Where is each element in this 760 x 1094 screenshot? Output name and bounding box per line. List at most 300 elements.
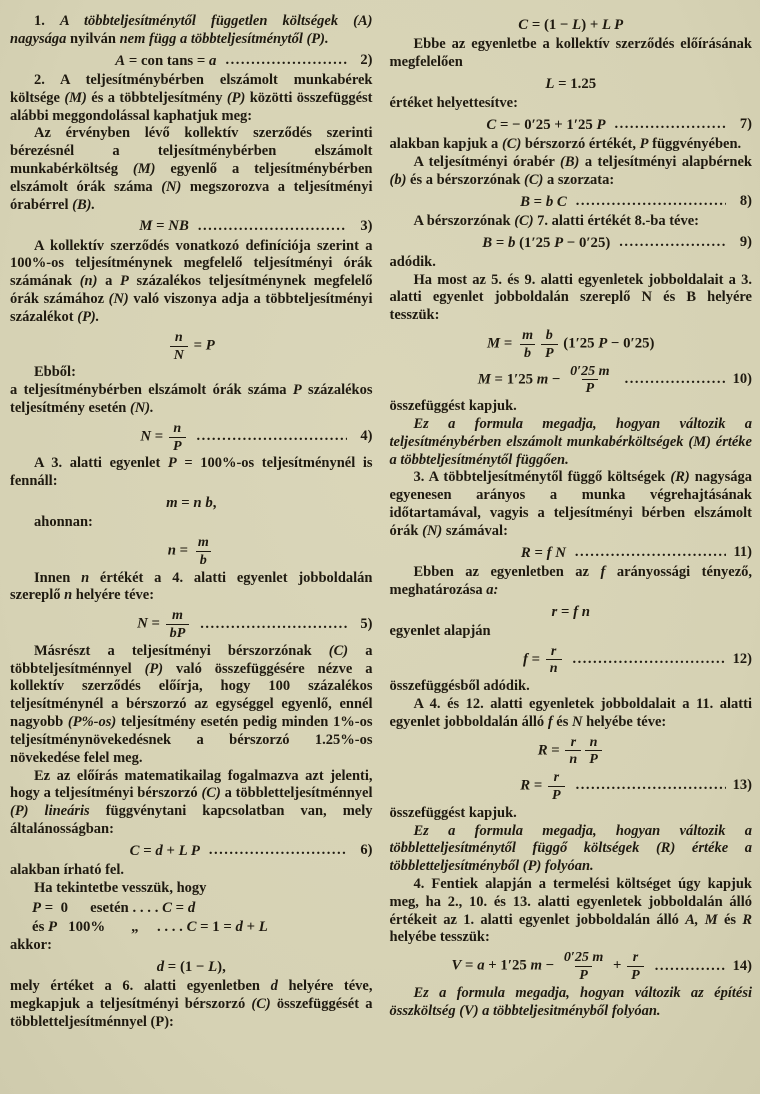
paragraph <box>10 455 373 491</box>
text-segment: (M) <box>64 89 87 106</box>
formula-text: NB <box>168 218 189 235</box>
formula-text: L <box>258 918 268 935</box>
formula-text: C <box>486 116 497 133</box>
formula-text: = <box>151 428 167 445</box>
formula-text: M <box>487 335 501 352</box>
text-segment: Ez a formula megadja, hogyan változik a többletteljesítménytől függő költségek (R) értéke a többletteljesítményből (P) folyóan. <box>389 822 752 875</box>
text-segment: (C) <box>201 785 221 802</box>
equation-number: 8) <box>739 192 752 209</box>
fraction <box>546 644 562 677</box>
formula-text: r <box>551 603 558 620</box>
formula-body <box>518 16 623 34</box>
formula-body <box>115 52 216 70</box>
formula-body <box>552 603 590 621</box>
text-segment: Ebben az egyenletben az <box>413 563 601 580</box>
dotted-leader <box>576 777 726 795</box>
formula-text: (1′25 <box>515 234 555 251</box>
dotted-leader <box>625 371 726 389</box>
formula-text: = <box>530 544 547 561</box>
formula-line <box>390 603 753 621</box>
text-segment: Ez az előírás matematikailag fogalmazva azt jelenti, hogy a teljesítményi bérszorzó <box>10 767 373 802</box>
text-segment: 1. <box>34 13 60 29</box>
dotted-leader <box>619 234 726 252</box>
formula-text: L <box>572 17 582 33</box>
fraction <box>566 364 613 397</box>
text-segment: mely értéket a 6. alatti egyenletben <box>10 978 271 995</box>
formula-text: C <box>186 918 197 935</box>
formula-text: = <box>139 842 156 859</box>
dotted-leader <box>576 193 726 211</box>
formula-text: = <box>175 542 192 559</box>
paragraph <box>390 623 753 641</box>
text-segment: ahonnan: <box>34 514 93 531</box>
formula-text: N <box>140 428 152 445</box>
paragraph <box>390 254 753 272</box>
dotted-leader <box>225 52 346 70</box>
text-segment: A 3. alatti egyenlet <box>34 455 168 472</box>
text-segment: (C) <box>524 171 544 188</box>
formula-text: L <box>545 75 555 92</box>
formula-body <box>137 608 191 641</box>
text-segment: Másrészt a teljesítményi bérszorzónak <box>34 642 329 659</box>
text-segment: Innen <box>34 569 82 586</box>
text-segment: (P%-os) <box>67 714 117 731</box>
fraction <box>541 328 558 361</box>
formula-text: + 1′25 <box>484 957 531 974</box>
fraction-numerator: 0′25 m <box>570 362 610 379</box>
text-segment: a teljesítménybérben elszámolt órák száma <box>10 382 293 399</box>
formula-line <box>10 330 373 363</box>
fraction-denominator: P <box>627 966 644 983</box>
formula-text: (1′25 <box>559 335 599 352</box>
formula-text: = <box>529 193 546 210</box>
paragraph <box>390 36 753 72</box>
text-segment: (N) <box>161 178 182 195</box>
paragraph <box>390 95 753 113</box>
formula-text: = <box>147 615 164 632</box>
equation-number: 13) <box>732 777 752 794</box>
fraction <box>585 735 602 768</box>
fraction-numerator: n <box>173 419 182 436</box>
formula-body <box>32 918 268 936</box>
text-segment: N <box>572 713 583 730</box>
formula-text: = 1.25 <box>554 75 597 92</box>
formula-text: = con tans = <box>125 52 210 69</box>
text-segment: helyére téve: <box>72 587 155 604</box>
text-segment: összefüggésből adódik. <box>389 678 530 695</box>
fraction-numerator: b <box>545 327 553 344</box>
formula-body <box>520 770 566 803</box>
formula-text: = <box>171 899 188 916</box>
formula-text: d <box>187 899 196 916</box>
formula-text: P <box>554 234 564 251</box>
formula-text: + <box>162 842 179 859</box>
fraction-numerator: r <box>632 949 639 966</box>
equation-number: 12) <box>732 650 752 667</box>
text-segment: Ebből: <box>34 364 76 381</box>
text-segment: (C) <box>514 212 534 229</box>
fraction-numerator: r <box>550 642 557 659</box>
text-segment: nyilván <box>70 30 120 47</box>
fraction-denominator: b <box>196 551 211 568</box>
text-segment: f <box>600 563 606 580</box>
paragraph <box>10 514 373 532</box>
formula-body <box>139 217 189 235</box>
formula-text: − <box>548 371 565 388</box>
text-segment: (B) <box>560 153 580 170</box>
formula-text: L P <box>178 842 200 859</box>
formula-line <box>390 116 753 134</box>
text-segment: Ez a formula megadja, hogyan változik az építési összköltség (V) a többteljesitményből folyóan. <box>389 984 752 1019</box>
formula-line <box>390 950 753 983</box>
equation-number: 5) <box>360 615 373 632</box>
text-segment: (n) <box>79 273 98 290</box>
text-segment: (P) <box>144 660 164 677</box>
text-segment: (B). <box>72 196 96 213</box>
text-segment: alakban kapjuk a <box>389 136 502 153</box>
formula-body <box>545 75 596 93</box>
formula-body <box>486 116 605 134</box>
formula-line <box>390 234 753 252</box>
formula-text: . . . . <box>156 918 187 935</box>
dotted-leader <box>198 218 347 236</box>
text-segment: P <box>167 455 177 472</box>
paragraph <box>390 985 753 1021</box>
fraction-numerator: r <box>570 733 577 750</box>
paragraph <box>390 154 753 190</box>
column-right <box>390 13 753 1090</box>
formula-text: + <box>609 957 626 974</box>
formula-line <box>10 421 373 454</box>
dotted-leader <box>200 616 346 634</box>
text-segment: P <box>639 136 649 153</box>
formula-text: = 1′25 <box>490 371 537 388</box>
formula-text: = <box>461 957 478 974</box>
paragraph <box>390 823 753 876</box>
text-segment: és a többteljesítmény <box>86 89 227 106</box>
text-segment: a teljesítményi alapbérnek <box>579 153 752 170</box>
text-segment: értékét a 4. alatti egyenlet jobboldalán szereplő <box>10 569 373 604</box>
formula-text: b <box>508 234 516 251</box>
formula-text: C <box>518 17 529 33</box>
formula-text: a <box>209 52 217 69</box>
text-segment: Ha most az 5. és 9. alatti egyenletek jobboldalait a 3. alatti egyenlet jobboldalán szereplő N és B helyére tesszük: <box>389 271 752 324</box>
paragraph <box>10 978 373 1031</box>
formula-line <box>10 899 373 917</box>
text-segment: R <box>742 911 752 928</box>
formula-text: n <box>167 542 176 559</box>
formula-text: P <box>598 335 608 352</box>
formula-text: P <box>205 337 215 354</box>
fraction <box>560 950 607 983</box>
paragraph <box>390 272 753 325</box>
fraction <box>518 328 537 361</box>
paragraph <box>10 937 373 955</box>
formula-text: f <box>522 651 528 668</box>
paragraph <box>10 13 373 49</box>
text-segment: (C) <box>501 136 522 153</box>
paragraph <box>10 643 373 768</box>
fraction <box>166 608 190 641</box>
fraction-denominator: P <box>585 750 602 767</box>
equation-number: 11) <box>733 543 752 560</box>
formula-body <box>538 735 604 768</box>
fraction-denominator: P <box>575 966 592 983</box>
text-segment: 7. alatti értékét 8.-ba téve: <box>533 212 700 229</box>
text-segment: n <box>64 587 73 604</box>
formula-text: = <box>189 337 206 354</box>
dotted-leader <box>575 544 726 562</box>
formula-line <box>10 842 373 860</box>
formula-text: C <box>129 842 140 859</box>
formula-line <box>390 644 753 677</box>
formula-line <box>10 217 373 235</box>
formula-text: B <box>520 193 530 210</box>
formula-text: = 0 esetén <box>41 899 133 916</box>
text-segment: d <box>270 978 278 995</box>
formula-line <box>390 735 753 768</box>
formula-text: = <box>500 335 517 352</box>
formula-line <box>10 918 373 936</box>
formula-text: R <box>520 777 531 794</box>
fraction-numerator: n <box>174 328 183 345</box>
formula-body <box>478 364 616 397</box>
text-segment: helyére téve, megkapjuk a teljesítményi bérszorzó <box>10 978 373 1012</box>
formula-body <box>168 535 215 568</box>
text-segment: való összefüggésére nézve a kollektív szerződés előírja, hogy 100 százalékos teljesítménynél a bérszorzó az egységgel egyenlő, ennél nagyobb <box>10 660 373 731</box>
fraction-numerator: m <box>172 607 183 624</box>
fraction-denominator: bP <box>166 624 190 641</box>
fraction <box>627 950 644 983</box>
fraction <box>548 770 565 803</box>
fraction-numerator: r <box>553 769 560 786</box>
formula-text: − 0′25) <box>607 335 655 352</box>
text-segment: (M) <box>132 160 156 177</box>
text-segment: (P) <box>226 89 246 106</box>
formula-line <box>10 52 373 70</box>
formula-text: = <box>530 777 546 794</box>
formula-text: L <box>208 958 218 975</box>
formula-line <box>390 770 753 803</box>
paragraph <box>10 72 373 125</box>
text-segment: értéket helyettesítve: <box>389 95 518 112</box>
dotted-leader <box>573 651 726 669</box>
formula-body <box>451 950 645 983</box>
text-segment: = 100%-os teljesítménynél is fennáll: <box>10 455 373 490</box>
equation-number: 6) <box>360 842 373 859</box>
equation-number: 9) <box>739 233 752 250</box>
text-segment: Az érvényben lévő kollektív szerződés szerinti bérezésnél a teljesítménybérben elszámolt munkabérköltség <box>10 125 373 177</box>
formula-text: C <box>162 899 172 916</box>
formula-text: m <box>530 957 542 974</box>
formula-text: = − 0′25 + 1′25 <box>496 116 597 133</box>
formula-text: B <box>482 234 493 251</box>
text-segment: százalékos teljesítménynek megfelelő órák számához <box>10 273 373 308</box>
formula-text: b C <box>545 193 567 210</box>
text-segment: függvénytani kapcsolatban van, mely általánosságban: <box>10 803 373 838</box>
paragraph <box>390 416 753 469</box>
text-segment: A 4. és 12. alatti egyenletek jobboldalait a 11. alatti egyenlet jobboldalán álló <box>389 695 752 730</box>
text-segment: Ez a formula megadja, hogyan változik a teljesítménybérben elszámolt munkabérköltségek (M) értéke a többteljesítménytől függően. <box>389 415 752 468</box>
equation-number: 7) <box>739 116 752 133</box>
fraction-denominator: n <box>565 750 581 767</box>
formula-text: − 0′25) <box>563 234 611 251</box>
text-segment: (N). <box>129 399 154 416</box>
text-segment: (P) lineáris <box>10 803 90 820</box>
formula-text: ), <box>217 958 226 975</box>
formula-line <box>10 608 373 641</box>
formula-text: d <box>156 958 165 975</box>
formula-body <box>487 328 654 361</box>
paragraph <box>10 364 373 382</box>
text-segment: összefüggését a többletteljesítménnyel (P): <box>10 995 373 1030</box>
text-segment: 4. Fentiek alapján a termelési költséget úgy kapjuk meg, ha 2., 10. és 13. alatti egyenletek jobboldalán álló értékeit az 1. alatti egyenlet jobboldalán álló <box>389 875 752 928</box>
paragraph <box>390 805 753 823</box>
formula-text: = 1 = <box>196 918 236 935</box>
text-segment: (C) <box>328 642 349 659</box>
text-segment: egyenlet alapján <box>389 622 491 639</box>
text-segment: (R) <box>670 469 690 486</box>
formula-text: = (1 − <box>528 17 573 33</box>
formula-text: ) + <box>581 17 602 33</box>
text-segment: bérszorzó értékét, <box>521 136 640 153</box>
text-segment: a szorzata: <box>543 171 615 188</box>
text-segment: A bérszorzónak <box>413 212 515 229</box>
formula-text: . . . . <box>132 899 163 916</box>
text-segment: (P). <box>77 308 100 325</box>
text-segment: függvényében. <box>648 136 742 153</box>
paragraph <box>10 125 373 214</box>
text-segment: (C) <box>251 995 271 1012</box>
column-left <box>10 13 373 1090</box>
paragraph <box>390 876 753 947</box>
formula-text: a <box>477 957 485 974</box>
formula-text: M <box>139 218 153 235</box>
paragraph <box>10 862 373 880</box>
text-segment: összefüggést kapjuk. <box>389 804 517 821</box>
paragraph <box>390 564 753 600</box>
formula-text: P <box>32 899 42 916</box>
formula-line <box>390 364 753 397</box>
formula-body <box>482 234 610 252</box>
formula-text: = <box>557 603 574 620</box>
text-segment: egyenlő a teljesítménybérben elszámolt órák száma <box>10 160 373 195</box>
text-segment: 3. A többteljesítménytől függő költségek <box>413 469 671 486</box>
formula-text: M <box>477 371 491 388</box>
fraction <box>565 735 581 768</box>
text-segment: arányossági tényező, meghatározása <box>389 563 752 598</box>
fraction-denominator: P <box>582 379 599 396</box>
text-segment: és <box>717 911 743 928</box>
paragraph <box>390 398 753 416</box>
text-segment: A többteljesítménytől független költségek (A) nagysága <box>10 13 373 47</box>
text-segment: a: <box>486 581 499 598</box>
formula-text: = <box>492 234 509 251</box>
text-segment: A, M <box>685 911 718 928</box>
formula-text: , <box>212 495 217 511</box>
fraction-numerator: m <box>197 534 209 551</box>
formula-line <box>10 958 373 976</box>
formula-line <box>390 75 753 93</box>
text-segment: helyébe téve: <box>582 713 667 730</box>
formula-line <box>390 16 753 34</box>
text-segment: közötti összefüggést alábbi meggondolással kaphatjuk meg: <box>10 89 373 124</box>
text-segment: Ebbe az egyenletbe a kollektív szerződés előírásának megfelelően <box>389 36 752 71</box>
formula-text: f n <box>573 603 590 620</box>
text-segment: való viszonya adja a többteljesítményi százalékot <box>10 291 373 325</box>
paragraph <box>390 213 753 231</box>
text-segment: nem függ a többteljesítménytől (P). <box>119 30 329 47</box>
paragraph <box>10 382 373 418</box>
formula-text: = <box>547 742 564 759</box>
formula-line <box>390 544 753 562</box>
text-segment: f <box>547 713 553 730</box>
text-segment: alakban írható fel. <box>10 862 124 879</box>
fraction-numerator: n <box>589 733 598 750</box>
formula-text: R <box>520 544 531 561</box>
formula-text: A <box>115 52 126 69</box>
fraction-numerator: 0′25 m <box>563 949 604 966</box>
formula-text: P <box>48 918 58 935</box>
formula-body <box>168 330 215 363</box>
fraction-denominator: P <box>169 437 186 454</box>
formula-text: + <box>242 918 259 935</box>
text-segment: és <box>552 713 572 730</box>
paragraph <box>390 678 753 696</box>
paragraph <box>10 570 373 606</box>
text-segment: teljesítmény esetén pedig minden 1%-os teljesítménynövekedésnek a bérszorzó 1.25%-os növekedése felel meg. <box>10 714 373 766</box>
fraction-denominator: b <box>520 344 535 361</box>
formula-text: = <box>527 651 544 668</box>
formula-text: d <box>235 918 243 935</box>
text-segment: adódik. <box>389 253 436 270</box>
equation-number: 4) <box>360 428 373 445</box>
fraction-denominator: N <box>170 346 188 363</box>
dotted-leader <box>197 428 347 446</box>
equation-number: 14) <box>732 957 752 974</box>
formula-text: d <box>155 842 163 859</box>
text-segment: nagysága egyenesen arányos a munka végrehajtásának időtartamával, vagyis a teljesítményi bérben elszámolt órák <box>389 469 752 539</box>
text-segment: összefüggést kapjuk. <box>389 398 517 415</box>
formula-body <box>523 644 564 677</box>
fraction-denominator: n <box>546 659 562 676</box>
text-segment: P <box>120 273 129 290</box>
text-segment: A kollektív szerződés vonatkozó definíciója szerint a 100%-os teljesítménynek megfelelő teljesítményi órák számának <box>10 237 373 290</box>
formula-text: R <box>537 742 548 759</box>
formula-text: 100% „ <box>57 918 157 935</box>
text-segment: százalékos teljesítmény esetén <box>10 382 373 416</box>
paragraph <box>390 136 753 154</box>
formula-text: m <box>166 495 178 511</box>
text-segment: (N) <box>422 522 443 539</box>
formula-line <box>10 494 373 512</box>
paragraph <box>10 238 373 327</box>
formula-text: P <box>596 116 606 133</box>
text-segment: és a bérszorzónak <box>406 171 525 188</box>
formula-body <box>140 421 187 454</box>
formula-line <box>10 535 373 568</box>
text-segment: P <box>292 382 302 399</box>
paragraph <box>390 469 753 540</box>
text-segment: megszorozva a teljesítményi órabérrel <box>10 178 373 213</box>
formula-body <box>166 494 216 512</box>
paragraph <box>390 696 753 732</box>
formula-body <box>157 958 226 976</box>
text-segment: a <box>97 273 120 290</box>
equation-number: 3) <box>360 217 373 234</box>
formula-text: − <box>542 957 558 974</box>
formula-body <box>32 899 195 917</box>
